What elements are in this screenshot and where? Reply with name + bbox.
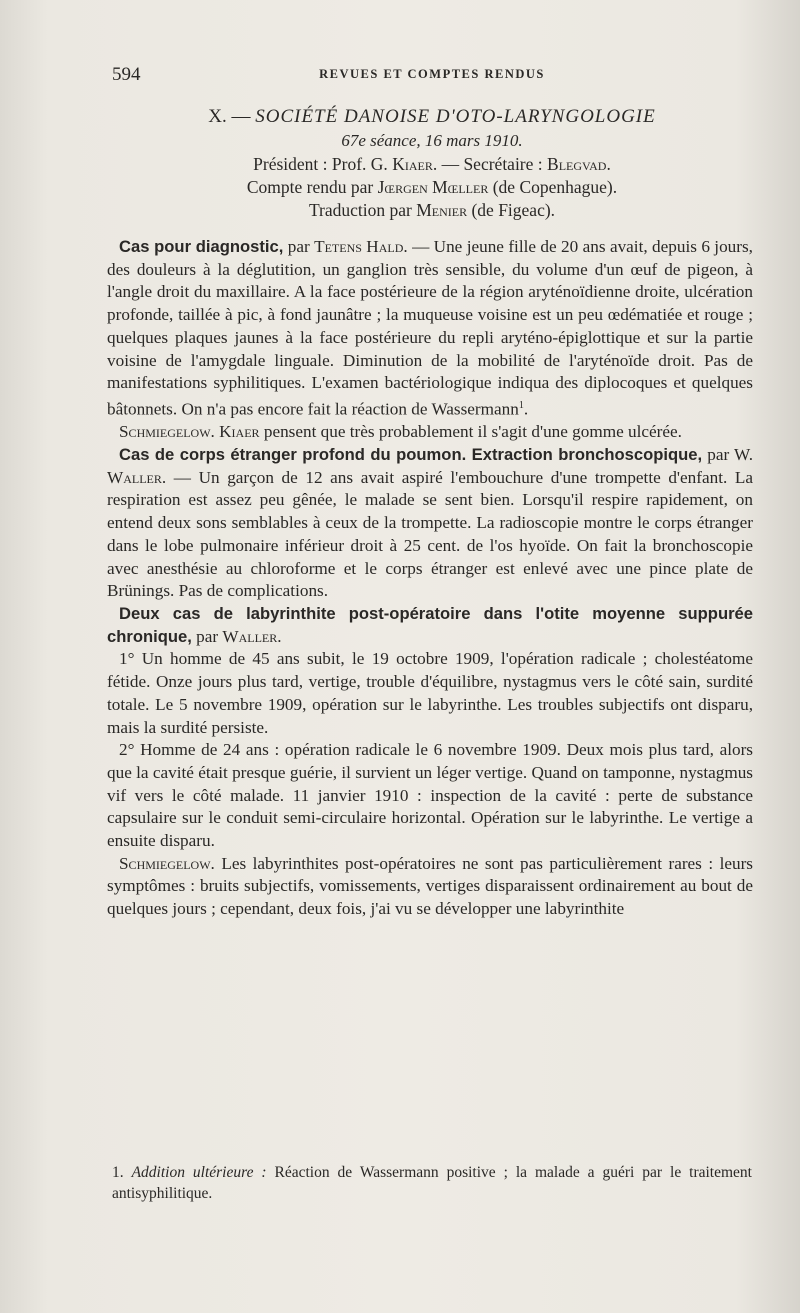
secretary-name: Blegvad xyxy=(547,154,607,174)
case1-heading: Cas pour diagnostic, xyxy=(119,237,284,256)
case3-para2: 2° Homme de 24 ans : opération radicale le 6 novembre 1909. Deux mois plus tard, alors que la cavité était presque guérie, il survient un léger vertige. Quand on tamponne, nystagmus vif vers le côté malade. 11 janvier 1910 : inspection de la cavité : perte de substance capsulaire sur le conduit semi-circulaire horizontal. Opération sur le labyrinthe. Le vertige a ensuite disparu. xyxy=(107,740,753,851)
translation-prefix: Traduction par xyxy=(308,200,417,220)
case3-by: par xyxy=(191,626,223,646)
footnote-number: 1. xyxy=(112,1164,132,1181)
translation-line xyxy=(112,199,752,222)
society-name: SOCIÉTÉ DANOISE D'OTO-LARYNGOLOGIE xyxy=(255,106,656,127)
case2-by: par W. xyxy=(702,445,753,465)
running-head: REVUES ET COMPTES RENDUS xyxy=(319,67,545,81)
president-name: Kiaer xyxy=(392,154,433,174)
case3-para1: 1° Un homme de 45 ans subit, le 19 octobre 1909, l'opération radicale ; cholestéatome fétide. Onze jours plus tard, vertige, trouble d'équilibre, nystagmus vers le côté sain, surdité totale. Le 5 novembre 1909, opération sur le labyrinthe. Les troubles subjectifs ont disparu, mais la surdité persiste. xyxy=(107,649,753,737)
case2-heading: Cas de corps étranger profond du poumon. Extraction bronchoscopique, xyxy=(119,445,703,465)
article-body xyxy=(107,236,753,921)
footnote-ref: 1 xyxy=(518,399,524,411)
case3-end: . xyxy=(277,626,282,646)
translation-suffix: (de Figeac). xyxy=(467,200,556,220)
reporter-name: Jœrgen Mœller xyxy=(377,177,489,197)
case3-comment-author: Schmiegelow xyxy=(119,853,211,873)
report-prefix: Compte rendu par xyxy=(246,177,378,197)
footnote-text: Réaction de Wassermann positive ; la malade a guéri par le traitement antisyphilitique. xyxy=(112,1164,752,1202)
page-number: 594 xyxy=(112,64,141,85)
secretary-suffix: . xyxy=(606,154,611,174)
case2-author: Waller xyxy=(107,467,162,487)
report-suffix: (de Copenhague). xyxy=(488,177,618,197)
case3-heading-paragraph xyxy=(107,603,753,648)
page-header xyxy=(112,64,752,88)
footnote-label: Addition ultérieure : xyxy=(131,1164,267,1181)
case1-by: par xyxy=(283,237,315,256)
footnote xyxy=(112,1162,752,1204)
case1-end: . xyxy=(523,399,529,419)
case1-comment-text: pensent que très probablement il s'agit d'une gomme ulcérée. xyxy=(259,422,682,442)
case2-paragraph xyxy=(107,444,753,603)
section-title xyxy=(112,104,752,129)
seance-date: 67e séance, 16 mars 1910. xyxy=(341,131,523,150)
case1-comment-author2: Kiaer xyxy=(219,422,260,442)
officers-line xyxy=(112,153,752,176)
secretary-prefix: . — Secrétaire : xyxy=(432,154,548,174)
case1-paragraph xyxy=(107,236,753,421)
case3-heading: Deux cas de labyrinthite post-opératoire dans l'otite moyenne suppurée chronique, xyxy=(107,603,753,646)
report-line xyxy=(112,176,752,199)
case1-comment-author1: Schmiegelow xyxy=(119,422,211,442)
case1-comment-sep: . xyxy=(210,422,220,442)
case3-comment xyxy=(107,853,753,921)
case1-comment xyxy=(107,421,753,444)
case1-text: . — Une jeune fille de 20 ans avait, depuis 6 jours, des douleurs à la déglutition, un ganglion très sensible, du volume d'un œuf de pigeon, à l'angle droit du maxillaire. A la face postérieure de la région aryténoïdienne droite, ulcération profonde, taillée à pic, à fond jaunâtre ; la muqueuse voisine est un peu œdématiée et rouge ; quelques plaques jaunes à la face postérieure du repli aryténo-épiglottique et sur la partie voisine de l'amygdale linguale. Diminution de la mobilité de l'aryténoïde droit. Pas de manifestations syphilitiques. L'examen bactériologique indiqua des diplocoques et quelques bâtonnets. On n'a pas encore fait la réaction de Wassermann xyxy=(107,237,753,419)
translator-name: Menier xyxy=(416,200,468,220)
case1-author: Tetens Hald xyxy=(314,237,404,256)
case3-comment-text: . Les labyrinthites post-opératoires ne sont pas particulièrement rares : leurs symptômes : bruits subjectifs, vomissements, vertiges disparaissent ordinairement au bout de quelques jours ; cependant, deux fois, j'ai vu se développer une labyrinthite xyxy=(107,853,753,919)
section-title-block xyxy=(112,104,752,222)
section-number: X. — xyxy=(208,106,256,127)
case2-text: . — Un garçon de 12 ans avait aspiré l'embouchure d'une trompette d'enfant. La respiration est assez peu gênée, le malade se sent bien. Lorsqu'il respire rapidement, on entend deux sons semblables à ceux de la trompette. La radioscopie montre le corps étranger dans le lobe pulmonaire inférieur droit à 25 cent. de l'os hyoïde. On fait la bronchoscopie avec anesthésie au chloroforme et le corps étranger est enlevé avec une pince plate de Brünings. Pas de complications. xyxy=(107,467,753,601)
case3-author: Waller xyxy=(222,626,278,646)
president-prefix: Président : Prof. G. xyxy=(253,154,393,174)
